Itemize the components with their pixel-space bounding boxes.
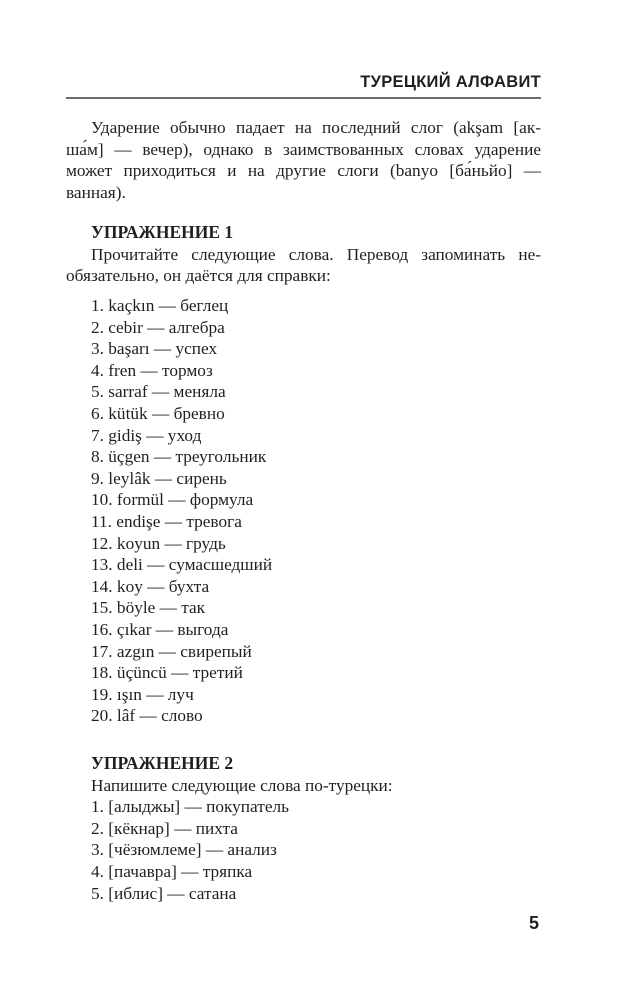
exercise-1	[66, 222, 541, 287]
list-item: 20. lâf — слово	[91, 706, 203, 726]
exercise-2-heading: УПРАЖНЕНИЕ 2	[91, 753, 234, 773]
list-item: 5. [иблис] — сатана	[91, 883, 237, 903]
list-item: 11. endişe — тревога	[91, 511, 242, 531]
intro-paragraph	[66, 117, 541, 203]
list-item: 2. [кёкнар] — пихта	[91, 818, 238, 838]
exercise-1-list	[66, 295, 541, 727]
intro-line: может приходиться и на другие слоги (banyo [ба́ньйо] —	[66, 161, 541, 181]
list-item: 12. koyun — грудь	[91, 533, 226, 553]
intro-line: ша́м] — вечер), однако в заимствованных словах ударение	[66, 139, 541, 159]
list-item: 3. başarı — успех	[91, 339, 218, 359]
list-item: 16. çıkar — выгода	[91, 619, 229, 639]
exercise-2-instruction: Напишите следующие слова по-турецки:	[91, 775, 393, 795]
intro-line: ванная).	[66, 182, 126, 202]
list-item: 15. böyle — так	[91, 598, 206, 618]
intro-line: Ударение обычно падает на последний слог (akşam [ак-	[91, 118, 541, 137]
list-item: 18. üçüncü — третий	[91, 663, 243, 683]
list-item: 6. kütük — бревно	[91, 403, 225, 423]
list-item: 17. azgın — свирепый	[91, 641, 252, 661]
list-item: 13. deli — сумасшедший	[91, 555, 273, 575]
list-item: 3. [чёзюмлеме] — анализ	[91, 840, 277, 860]
list-item: 4. fren — тормоз	[91, 360, 213, 380]
exercise-1-instruction: обязательно, он даётся для справки:	[66, 266, 331, 286]
exercise-2-list	[66, 796, 541, 904]
exercise-2	[66, 753, 541, 904]
list-item: 1. [алыджы] — покупатель	[91, 797, 289, 817]
list-item: 1. kaçkın — беглец	[91, 296, 229, 315]
list-item: 14. koy — бухта	[91, 576, 210, 596]
exercise-1-heading: УПРАЖНЕНИЕ 1	[91, 222, 234, 242]
list-item: 2. cebir — алгебра	[91, 317, 225, 337]
running-header: ТУРЕЦКИЙ АЛФАВИТ	[360, 73, 541, 91]
exercise-1-instruction: Прочитайте следующие слова. Перевод запоминать не-	[91, 244, 541, 264]
list-item: 7. gidiş — уход	[91, 425, 202, 445]
list-item: 19. ışın — луч	[91, 684, 194, 704]
list-item: 4. [пачавра] — тряпка	[91, 861, 253, 881]
list-item: 9. leylâk — сирень	[91, 468, 227, 488]
list-item: 8. üçgen — треугольник	[91, 447, 267, 467]
header-rule	[66, 97, 541, 99]
list-item: 5. sarraf — меняла	[91, 382, 226, 402]
page-number: 5	[528, 913, 539, 933]
list-item: 10. formül — формула	[91, 490, 254, 510]
